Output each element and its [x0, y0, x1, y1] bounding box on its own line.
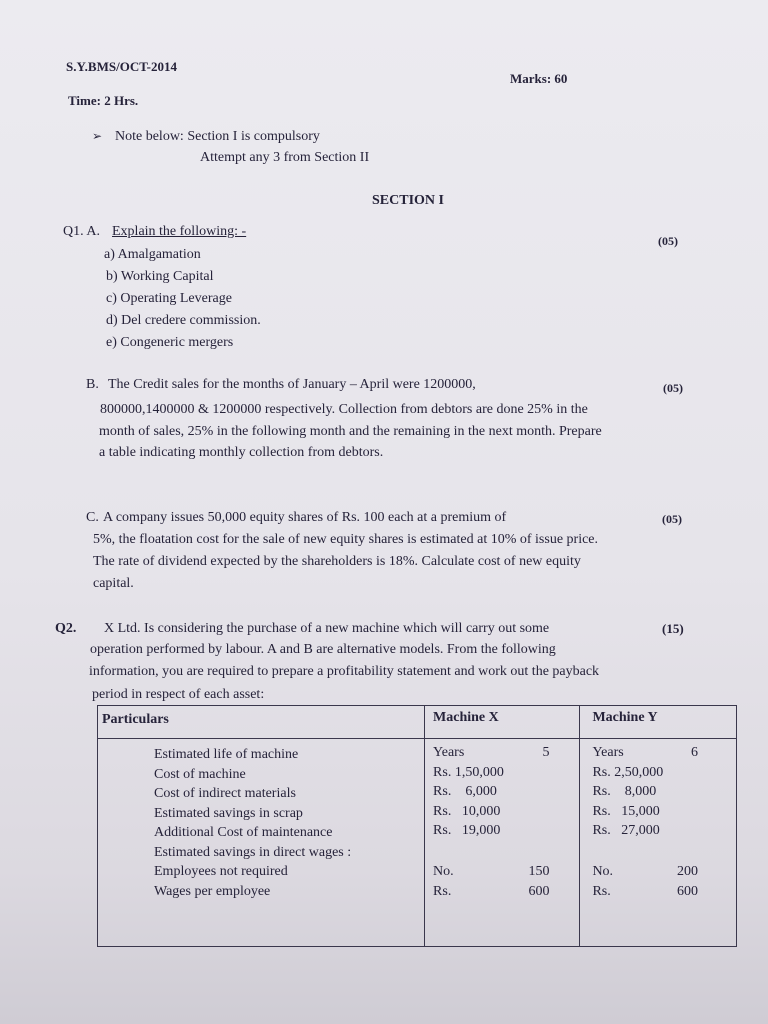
q1b-line-2: 800000,1400000 & 1200000 respectively. Collection from debtors are done 25% in the: [100, 402, 588, 417]
table-row: Cost of indirect materials: [154, 786, 296, 801]
value-label: 2,50,000: [614, 764, 664, 780]
machine-y-cell: [580, 739, 737, 947]
header-machine-y: [580, 706, 737, 739]
table-row: Estimated life of machine: [154, 747, 299, 762]
q1a-heading: Explain the following: -: [112, 224, 247, 239]
table-row: [433, 745, 549, 765]
table-row: [592, 804, 698, 824]
table-row: [433, 823, 549, 843]
table-row: [433, 765, 549, 785]
machine-comparison-table: [97, 705, 737, 947]
table-row: Estimated savings in scrap: [154, 805, 303, 821]
table-row: [592, 745, 698, 765]
table-body-row: [98, 739, 737, 947]
value-label: 200: [677, 864, 698, 879]
value-label: 15,000: [621, 803, 660, 819]
unit-label: No.: [433, 864, 454, 879]
table-row: [433, 843, 549, 863]
exam-duration: Time: 2 Hrs.: [68, 93, 139, 108]
value-label: 6: [691, 745, 698, 760]
note-bullet-icon: ➢: [92, 129, 103, 143]
q1b-line-4: a table indicating monthly collection from debtors.: [99, 445, 384, 460]
particulars-cell: [98, 739, 425, 947]
unit-label: Rs.: [433, 823, 452, 838]
unit-label: No.: [592, 864, 614, 879]
unit-label: Rs.: [592, 764, 611, 780]
q1a-item-a: a) Amalgamation: [104, 247, 201, 262]
value-label: 1,50,000: [454, 764, 504, 780]
unit-label: Rs.: [433, 764, 452, 780]
value-label: 150: [528, 864, 550, 879]
q1b-marks: (05): [663, 381, 683, 395]
table-row: [592, 765, 698, 785]
q1b-line-1: The Credit sales for the months of January – April were 1200000,: [108, 377, 476, 392]
q1a-item-e: e) Congeneric mergers: [106, 335, 234, 350]
unit-label: Years: [433, 745, 465, 760]
value-label: 600: [528, 883, 550, 899]
q1a-item-c: c) Operating Leverage: [106, 291, 232, 306]
header-machine-y-label: Machine Y: [592, 710, 658, 725]
table-row: [592, 843, 698, 863]
value-label: 8,000: [624, 784, 657, 799]
q1-label: Q1. A.: [63, 224, 100, 239]
paper-code: S.Y.BMS/OCT-2014: [66, 59, 178, 74]
header-machine-x: [425, 706, 580, 739]
table-row: Cost of machine: [154, 766, 246, 782]
table-row: [433, 784, 549, 804]
q1a-item-b: b) Working Capital: [106, 269, 214, 284]
table-row: [592, 823, 698, 843]
table-row: Additional Cost of maintenance: [154, 825, 333, 840]
q2-line-1: X Ltd. Is considering the purchase of a new machine which will carry out some: [104, 621, 550, 636]
q1a-item-d: d) Del credere commission.: [106, 313, 261, 328]
total-marks: Marks: 60: [510, 71, 568, 86]
note-line-2: Attempt any 3 from Section II: [200, 150, 370, 165]
machine-x-cell: [425, 739, 580, 947]
value-label: 600: [677, 883, 698, 899]
unit-label: Years: [592, 745, 624, 760]
q1a-marks: (05): [658, 234, 678, 248]
section-title: SECTION I: [372, 193, 444, 208]
table-row: [592, 862, 698, 884]
q1c-line-3: The rate of dividend expected by the shareholders is 18%. Calculate cost of new equity: [93, 554, 581, 569]
table-row: Employees not required: [154, 864, 288, 879]
note-line-1: Note below: Section I is compulsory: [115, 129, 320, 144]
header-particulars-label: Particulars: [102, 712, 169, 727]
table-row: Estimated savings in direct wages :: [154, 844, 352, 860]
q1c-line-2: 5%, the floatation cost for the sale of new equity shares is estimated at 10% of issue price.: [93, 532, 599, 547]
unit-label: Rs.: [433, 803, 452, 819]
unit-label: Rs.: [592, 803, 611, 819]
q1b-label: B.: [86, 377, 99, 392]
table-row: [592, 784, 698, 804]
q2-marks: (15): [662, 621, 684, 636]
header-particulars: [98, 706, 425, 739]
value-label: 6,000: [465, 784, 497, 799]
q1c-label: C.: [86, 510, 99, 525]
table-row: [592, 884, 698, 904]
q1c-marks: (05): [662, 512, 682, 526]
q2-line-3: information, you are required to prepare a profitability statement and work out the payback: [89, 664, 600, 679]
value-label: 27,000: [621, 823, 660, 838]
q2-line-2: operation performed by labour. A and B are alternative models. From the following: [90, 642, 556, 657]
table-header-row: [98, 706, 737, 739]
q2-line-4: period in respect of each asset:: [92, 687, 265, 702]
q1c-line-4: capital.: [93, 576, 134, 591]
table-row: [433, 884, 549, 904]
q1c-line-1: A company issues 50,000 equity shares of Rs. 100 each at a premium of: [103, 510, 507, 525]
q2-label: Q2.: [55, 621, 77, 636]
value-label: 19,000: [461, 823, 501, 838]
unit-label: Rs.: [592, 823, 611, 838]
table-row: Wages per employee: [154, 883, 271, 899]
q1b-line-3: month of sales, 25% in the following month and the remaining in the next month. Prepare: [99, 424, 602, 439]
unit-label: Rs.: [433, 784, 452, 799]
unit-label: Rs.: [433, 883, 452, 899]
value-label: 5: [542, 745, 550, 760]
unit-label: Rs.: [592, 883, 611, 899]
unit-label: Rs.: [592, 784, 611, 799]
value-label: 10,000: [461, 803, 501, 819]
table-row: [433, 804, 549, 824]
header-machine-x-label: Machine X: [433, 710, 499, 725]
table-row: [433, 862, 549, 884]
